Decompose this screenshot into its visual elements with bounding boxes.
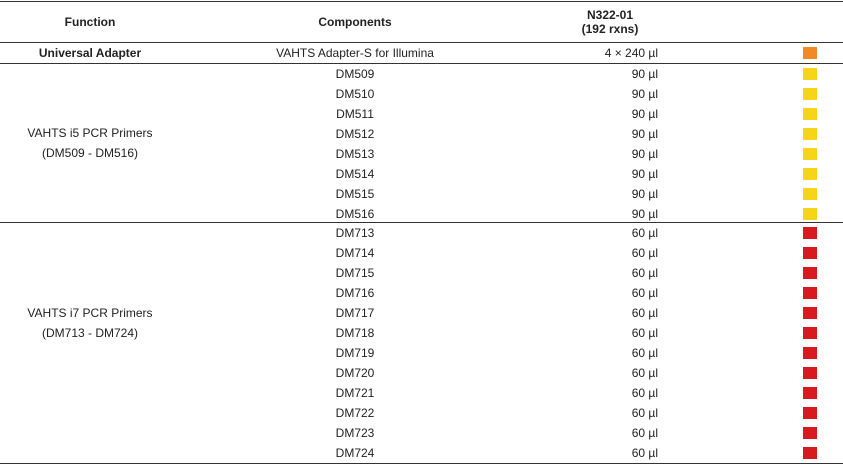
orange-swatch [803,47,817,59]
component-amount: 60 µl [631,346,658,360]
component-name: DM714 [335,246,375,260]
yellow-swatch [803,168,817,180]
red-swatch [803,287,817,299]
i7-primer-row [0,243,843,263]
component-name: DM516 [335,207,375,221]
color-swatch-cell [802,184,818,204]
red-swatch [803,327,817,339]
header-amount-code: N322-01 [586,8,634,22]
yellow-swatch [803,108,817,120]
component-name: DM510 [335,87,375,101]
component-amount: 60 µl [631,366,658,380]
red-swatch [803,447,817,459]
yellow-swatch [803,128,817,140]
i7-primer-row [0,263,843,283]
color-swatch-cell [802,403,818,423]
adapter-component: VAHTS Adapter-S for Illumina [276,46,434,60]
component-amount: 60 µl [631,426,658,440]
header-row [0,4,843,40]
red-swatch [803,347,817,359]
red-swatch [803,267,817,279]
i7-group-label [0,303,180,343]
i5-primer-row [0,164,843,184]
color-swatch-cell [802,104,818,124]
color-swatch-cell [802,223,818,243]
component-name: DM512 [335,127,375,141]
color-swatch-cell [802,243,818,263]
component-name: DM719 [335,346,375,360]
yellow-swatch [803,88,817,100]
component-name: DM515 [335,187,375,201]
i7-primer-row [0,403,843,423]
color-swatch-cell [802,64,818,84]
component-name: DM718 [335,326,375,340]
i7-group-title: VAHTS i7 PCR Primers [27,306,153,320]
color-swatch-cell [802,204,818,224]
red-swatch [803,427,817,439]
component-name: DM511 [336,107,374,121]
component-name: DM724 [335,446,375,460]
component-amount: 90 µl [631,167,658,181]
i7-primer-row [0,223,843,243]
component-name: DM723 [335,426,375,440]
i5-group-label [0,123,180,163]
header-rule [0,42,843,43]
adapter-function: Universal Adapter [38,46,142,60]
component-name: DM717 [335,306,375,320]
component-amount: 60 µl [631,266,658,280]
component-amount: 90 µl [631,67,658,81]
header-amount [560,4,660,40]
component-name: DM722 [335,406,375,420]
bottom-rule [0,463,843,464]
color-swatch-cell [802,303,818,323]
i5-group-title: VAHTS i5 PCR Primers [27,126,153,140]
component-name: DM715 [335,266,375,280]
adapter-amount: 4 × 240 µl [604,46,658,60]
red-swatch [803,407,817,419]
color-swatch-cell [802,443,818,463]
red-swatch [803,227,817,239]
i7-group-range: (DM713 - DM724) [41,326,139,340]
adapter-row [0,44,843,62]
header-function: Function [64,15,116,29]
i7-primer-row [0,383,843,403]
color-swatch-cell [802,383,818,403]
component-amount: 60 µl [631,286,658,300]
i7-primer-row [0,363,843,383]
i5-primer-row [0,64,843,84]
color-swatch-cell [802,84,818,104]
red-swatch [803,367,817,379]
i7-primer-row [0,283,843,303]
color-swatch-cell [802,164,818,184]
component-amount: 60 µl [631,446,658,460]
top-rule [0,1,843,2]
yellow-swatch [803,208,817,220]
header-amount-reactions: (192 rxns) [581,22,639,36]
adapter-color-swatch [802,44,818,62]
component-amount: 60 µl [631,226,658,240]
component-amount: 90 µl [631,147,658,161]
yellow-swatch [803,188,817,200]
color-swatch-cell [802,283,818,303]
component-name: DM721 [335,386,375,400]
color-swatch-cell [802,423,818,443]
i5-primer-row [0,204,843,224]
component-name: DM513 [335,147,375,161]
color-swatch-cell [802,263,818,283]
red-swatch [803,307,817,319]
i5-group-range: (DM509 - DM516) [41,146,139,160]
i5-primer-row [0,84,843,104]
i7-primer-row [0,343,843,363]
yellow-swatch [803,148,817,160]
component-amount: 60 µl [631,246,658,260]
red-swatch [803,387,817,399]
component-amount: 90 µl [631,127,658,141]
component-amount: 60 µl [631,386,658,400]
component-name: DM720 [335,366,375,380]
component-name: DM713 [335,226,375,240]
i5-primer-row [0,104,843,124]
component-name: DM509 [335,67,375,81]
component-amount: 90 µl [631,87,658,101]
component-amount: 60 µl [631,406,658,420]
header-components: Components [318,15,392,29]
red-swatch [803,247,817,259]
color-swatch-cell [802,124,818,144]
component-amount: 90 µl [631,207,658,221]
color-swatch-cell [802,363,818,383]
i7-primer-row [0,443,843,463]
component-name: DM514 [335,167,375,181]
component-amount: 60 µl [631,326,658,340]
color-swatch-cell [802,144,818,164]
component-name: DM716 [335,286,375,300]
i7-primer-row [0,423,843,443]
component-amount: 60 µl [631,306,658,320]
component-amount: 90 µl [631,107,658,121]
color-swatch-cell [802,323,818,343]
yellow-swatch [803,68,817,80]
i5-primer-row [0,184,843,204]
component-amount: 90 µl [631,187,658,201]
color-swatch-cell [802,343,818,363]
